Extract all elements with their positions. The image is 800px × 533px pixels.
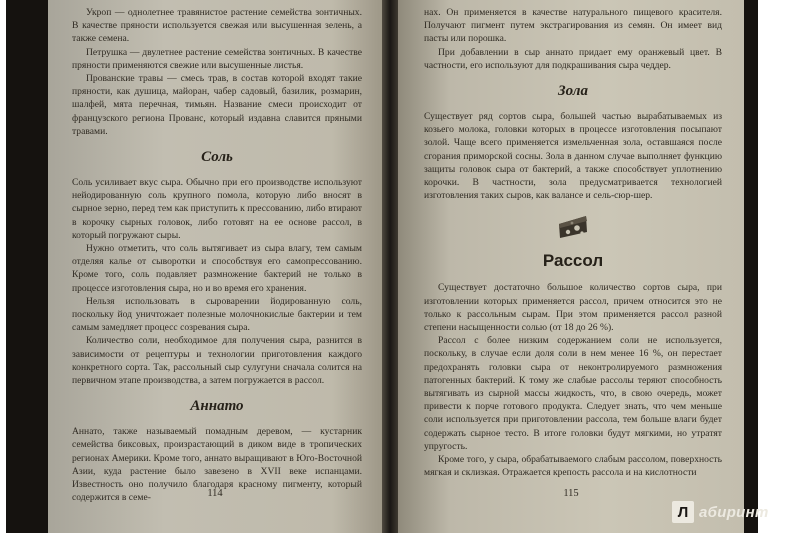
paragraph: Кроме того, у сыра, обрабатываемого слабым рассолом, поверхность мягкая и склизкая. Отражается крепость рассола и на кислотности bbox=[424, 454, 722, 479]
paragraph: нах. Он применяется в качестве натурального пищевого красителя. Получают пигмент путем экстрагирования из семян. Он имеет вид пасты или порошка. bbox=[424, 7, 722, 45]
paragraph: Нужно отметить, что соль вытягивает из сыра влагу, тем самым отделяя кальe от сыворотки и способствуя его самопрессованию. Кроме того, соль подавляет размножение бактерий не только в процессе изготовления сыра, но и во время его хранения. bbox=[72, 243, 362, 294]
section-heading-ash: Зола bbox=[558, 83, 588, 100]
left-page bbox=[48, 0, 382, 533]
labirint-watermark bbox=[672, 499, 784, 525]
section-heading-salt: Соль bbox=[201, 149, 233, 166]
paragraph: Существует достаточно большое количество сортов сыра, при изготовлении которых применяется рассол, причем относится это не только к рассольным сырам. При этом применяется рассол разной степени насыщенности солью (от 18 до 26 %). bbox=[424, 282, 722, 334]
section-heading-brine: Рассол bbox=[542, 251, 604, 271]
labirint-logo-icon: Л bbox=[672, 501, 694, 523]
book-gutter bbox=[382, 0, 398, 533]
watermark-text: абиринт bbox=[699, 503, 769, 521]
open-book bbox=[6, 0, 758, 533]
page-number: 114 bbox=[207, 488, 223, 499]
paragraph: Прованские травы — смесь трав, в состав которой входят такие пряности, как душица, майоран, чабер садовый, базилик, розмарин, шалфей, мята перечная, тимьян. Название смеси происходит от французского региона Прованс, который издавна славится пряными травами. bbox=[72, 73, 362, 137]
paragraph: Количество соли, необходимое для получения сыра, разнится в зависимости от рецептуры и технологии приготовления каждого конкретного сорта. Так, рассольный сыр сулугуни сначала солится на первичном этапе производства, а затем погружается в рассол. bbox=[72, 335, 362, 387]
section-heading-annato: Аннато bbox=[190, 398, 244, 415]
paragraph: Петрушка — двулетнее растение семейства зонтичных. В качестве пряности применяются свежие или высушенные листья. bbox=[72, 46, 362, 71]
paragraph: При добавлении в сыр аннато придает ему оранжевый цвет. В частности, его используют для подкрашивания сыра чеддер. bbox=[424, 46, 722, 71]
right-page bbox=[398, 0, 744, 533]
page-number: 115 bbox=[563, 488, 579, 499]
paragraph: Соль усиливает вкус сыра. Обычно при его производстве используют нейодированную соль крупного помола, которую либо вносят в сырное зерно, перед тем как приступить к прессованию, либо втирают в корочку сырных головок, либо готовят на ее основе рассол, в который погружают сыры. bbox=[72, 177, 362, 241]
cheese-wedge-icon bbox=[424, 212, 722, 247]
paragraph: Существует ряд сортов сыра, большей частью вырабатываемых из козьего молока, головки которых в процессе изготовления посыпают золой. Чаще всего применяется измельченная зола, оставшаяся после сгорания приморской сосны. Зола в данном случае выполняет функцию защиты головок сыра от бактерий, а также способствует уплотнению корочки. В частности, зола предусматривается технологией изготовления таких сыров, как валансе и сель-сюр-шер. bbox=[424, 111, 722, 202]
paragraph: Укроп — однолетнее травянистое растение семейства зонтичных. В качестве пряности используется свежая или высушенная зелень, а также семена. bbox=[72, 7, 362, 45]
paragraph: Рассол с более низким содержанием соли не используется, поскольку, в случае если доля соли в нем менее 16 %, он перестает предохранять головки сыра от неконтролируемого размножения патогенных бактерий. К тому же слабые рассолы теряют способность вытягивать из сырной массы жидкость, что, в свою очередь, может привести к порче готового продукта. Следует знать, что чем меньше соли используется при приготовлении рассола, тем больше влаги будет содержать сырное тесто. В итоге головки будут мягкими, но утратят упругость. bbox=[424, 335, 722, 452]
paragraph: Нельзя использовать в сыроварении йодированную соль, поскольку йод уничтожает полезные молочнокислые бактерии и тем самым замедляет процесс созревания сыра. bbox=[72, 295, 362, 334]
paragraph: Аннато, также называемый помадным деревом, — кустарник семейства биксовых, произрастающий в диком виде в тропических регионах Америки. Кроме того, аннато выращивают в Юго-Восточной Азии, куда растение было завезено в XVII веке испанцами. Известность оно получило благодаря красному пигменту, который содержится в семе- bbox=[72, 426, 362, 504]
